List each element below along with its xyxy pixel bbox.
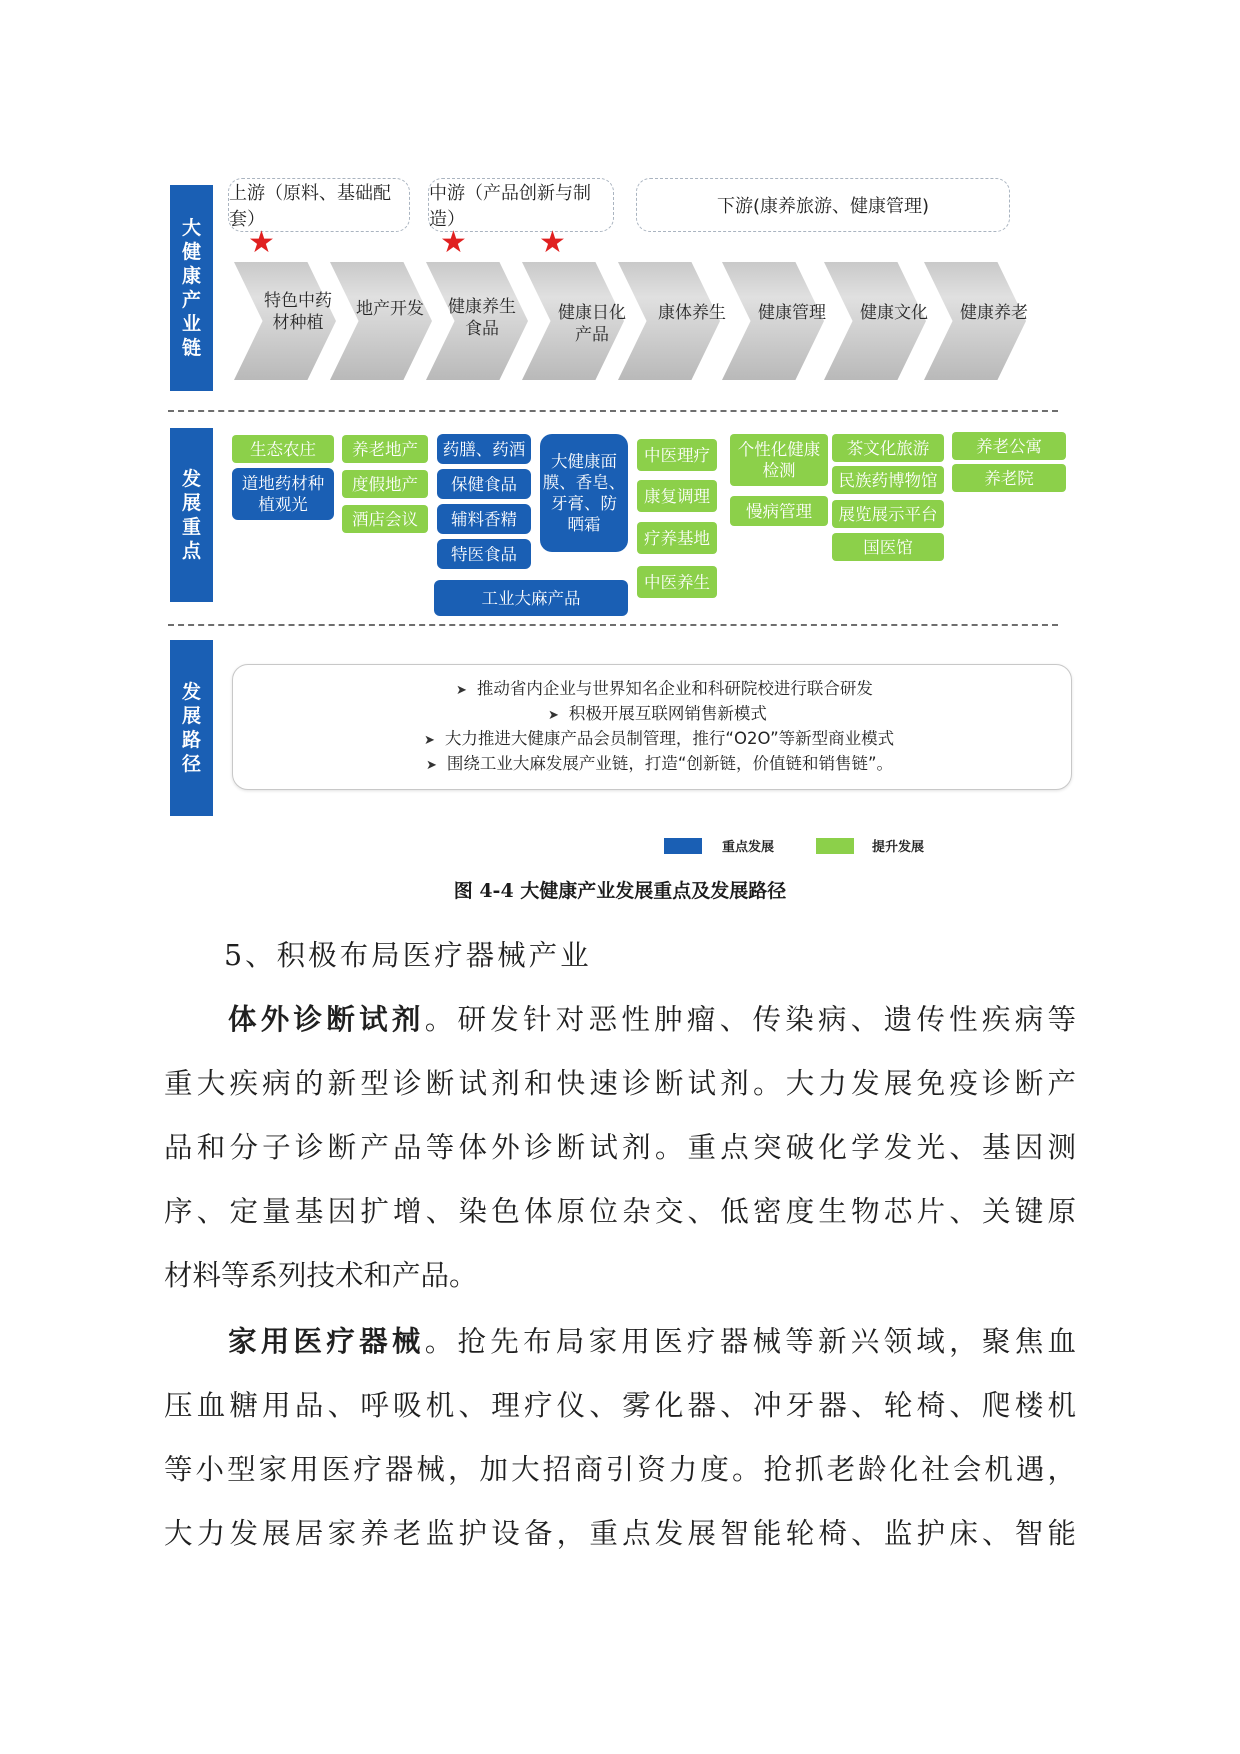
path-item-text: 积极开展互联网销售新模式 [568,704,767,723]
box-line: 检测 [762,461,796,480]
section-heading: 5、积极布局医疗器械产业 [224,939,592,972]
paragraph-line: 品和分子诊断产品等体外诊断试剂。重点突破化学发光、基因测 [164,1131,1076,1164]
section-label-path [170,640,213,816]
box-line: 道地药材种 [241,474,325,493]
focus-eco-farm: 生态农庄 [232,435,334,463]
chain-item-elderly-care: 健康养老 [960,303,1028,323]
focus-rehab: 康复调理 [637,480,717,512]
paragraph-line: 序、定量基因扩增、染色体原位杂交、低密度生物芯片、关键原 [164,1195,1076,1228]
path-item [424,729,894,751]
focus-tcm-hall: 国医馆 [832,533,944,561]
paragraph-lead: 体外诊断试剂 [228,1003,425,1036]
path-item-text: 围绕工业大麻发展产业链，打造“创新链，价值链和销售链”。 [446,754,894,773]
stage-midstream: 中游（产品创新与制造） [428,178,614,232]
label-char: 发 [181,468,201,490]
legend-label-key: 重点发展 [722,840,775,855]
path-item [548,704,767,726]
label-char: 大 [181,217,201,239]
chain-line: 特色中药 [264,291,332,311]
paragraph-line [228,1322,1076,1362]
separator [168,410,1058,412]
focus-tcm-wellness: 中医养生 [637,566,717,598]
paragraph-line: 大力发展居家养老监护设备，重点发展智能轮椅、监护床、智能 [164,1517,1076,1550]
label-char: 径 [181,753,201,775]
stage-upstream: 上游（原料、基础配套） [228,178,410,232]
focus-exhibition-platform: 展览展示平台 [832,500,944,528]
focus-sanatorium: 疗养基地 [637,522,717,554]
label-char: 链 [181,337,201,359]
focus-tea-tourism: 茶文化旅游 [832,434,944,462]
focus-personal-health-test [730,434,828,486]
paragraph-text: 。研发针对恶性肿瘤、传染病、遗传性疾病等 [424,1003,1076,1036]
chain-item-real-estate: 地产开发 [356,299,424,319]
paragraph-line: 材料等系列技术和产品。 [164,1259,478,1292]
paragraph-line: 等小型家用医疗器械，加大招商引资力度。抢抓老龄化社会机遇， [164,1453,1076,1486]
focus-industrial-hemp: 工业大麻产品 [434,580,628,616]
focus-flavoring: 辅料香精 [437,504,531,534]
focus-ethnic-medicine-museum: 民族药博物馆 [832,466,944,494]
focus-elderly-apartment: 养老公寓 [952,432,1066,460]
chain-line: 健康日化 [558,303,626,323]
paragraph-text: 。抢先布局家用医疗器械等新兴领域，聚焦血 [424,1325,1076,1358]
figure-caption: 图 4-4 大健康产业发展重点及发展路径 [453,880,787,902]
section-label-chain [170,185,213,391]
label-char: 点 [181,540,201,562]
focus-daily-chemicals [540,434,628,552]
path-item [456,679,873,701]
chain-item-wellness: 康体养生 [658,303,726,323]
chain-item-health-culture: 健康文化 [860,303,928,323]
box-line: 植观光 [258,495,308,514]
box-line: 晒霜 [567,515,601,534]
focus-nursing-home: 养老院 [952,464,1066,492]
box-line: 个性化健康 [737,440,821,459]
focus-special-medical-food: 特医食品 [437,539,531,569]
chain-item-health-food [442,296,522,340]
legend-swatch-upgrade [816,838,854,854]
path-item [426,754,893,776]
legend-label-upgrade: 提升发展 [872,840,925,855]
box-line: 大健康面 [551,452,617,471]
star-icon: ★ [539,225,566,260]
focus-health-food: 保健食品 [437,469,531,499]
chain-line: 材种植 [272,313,324,333]
section-label-focus [170,428,213,602]
focus-resort-estate: 度假地产 [342,470,428,498]
label-char: 发 [181,681,201,703]
label-char: 展 [181,705,201,727]
arrow-right-icon: ➤ [424,733,435,748]
label-char: 重 [181,516,201,538]
paragraph-line: 压血糖用品、呼吸机、理疗仪、雾化器、冲牙器、轮椅、爬楼机 [164,1389,1076,1422]
star-icon: ★ [248,225,275,260]
chain-line: 食品 [465,319,499,339]
legend-swatch-key [664,838,702,854]
separator [168,624,1058,626]
paragraph-line: 重大疾病的新型诊断试剂和快速诊断试剂。大力发展免疫诊断产 [164,1067,1076,1100]
label-char: 健 [181,241,201,263]
focus-hotel-conference: 酒店会议 [342,505,428,533]
path-item-text: 推动省内企业与世界知名企业和科研院校进行联合研发 [476,679,873,698]
focus-elderly-estate: 养老地产 [342,435,428,463]
arrow-right-icon: ➤ [548,708,559,723]
focus-chronic-disease: 慢病管理 [730,496,828,526]
focus-herb-tourism [232,468,334,520]
focus-tcm-therapy: 中医理疗 [637,439,717,471]
chain-item-health-management: 健康管理 [758,303,826,323]
arrow-right-icon: ➤ [456,683,467,698]
paragraph-line [228,1000,1076,1040]
arrow-right-icon: ➤ [426,758,437,773]
box-line: 膜、香皂、 [542,473,626,492]
focus-medicinal-diet: 药膳、药酒 [437,434,531,464]
chain-item-daily-chemicals [552,302,632,346]
path-item-text: 大力推进大健康产品会员制管理，推行“O2O”等新型商业模式 [444,729,895,748]
stage-downstream: 下游(康养旅游、健康管理) [636,178,1010,232]
label-char: 康 [181,265,201,287]
paragraph-lead: 家用医疗器械 [228,1325,425,1358]
label-char: 业 [181,313,201,335]
chain-line: 健康养生 [448,297,516,317]
chain-line: 产品 [575,325,609,345]
box-line: 牙膏、防 [551,494,617,513]
label-char: 产 [181,289,201,311]
chevron-shape [330,262,432,380]
label-char: 展 [181,492,201,514]
label-char: 路 [181,729,201,751]
star-icon: ★ [440,225,467,260]
chain-item-herb-planting [258,290,338,334]
